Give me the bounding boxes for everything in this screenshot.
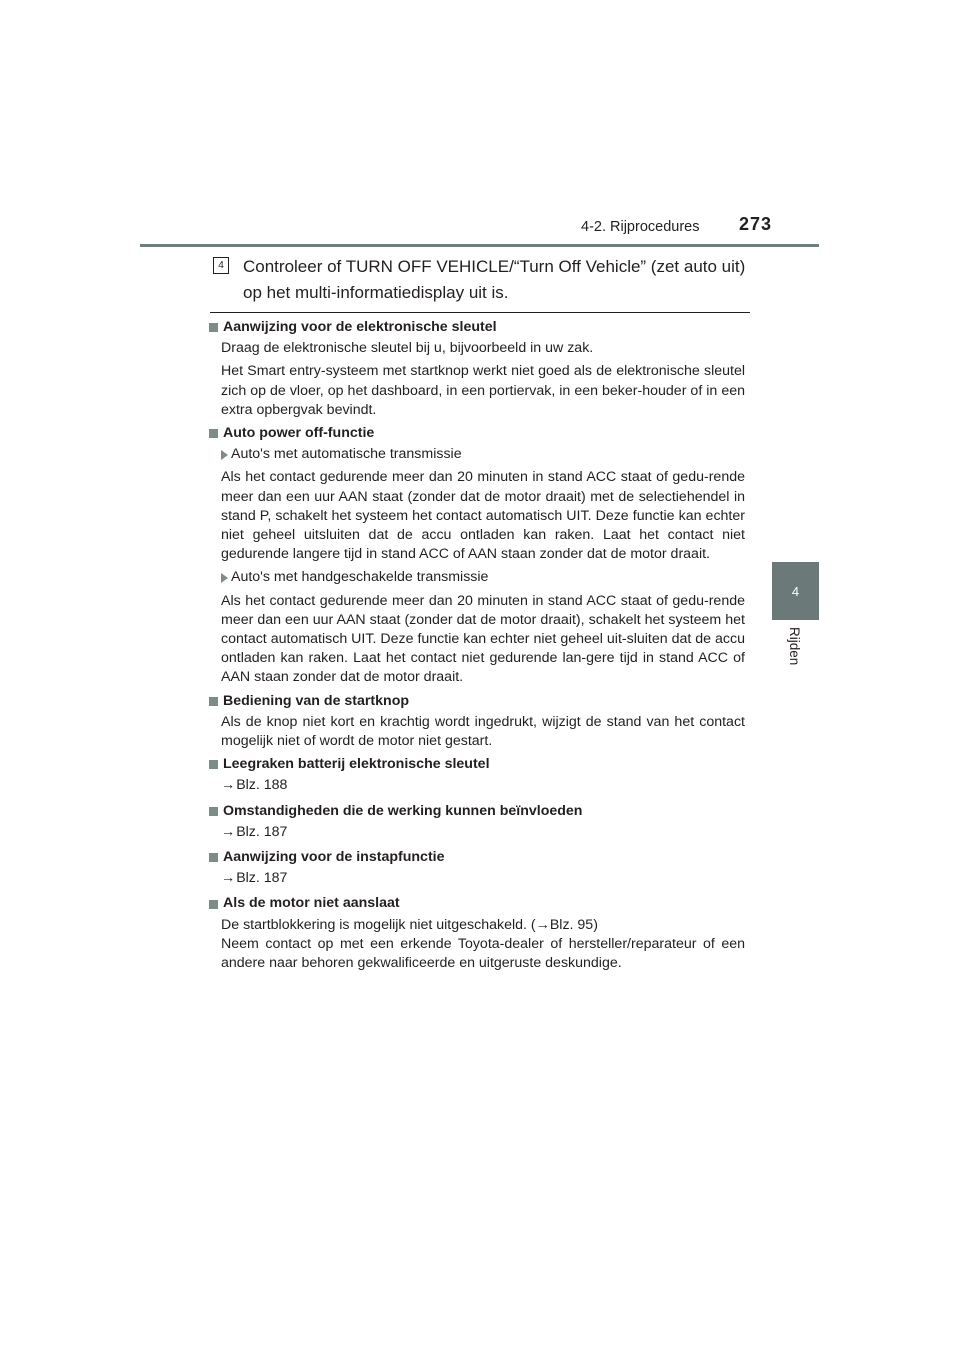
note-paragraph: Neem contact op met een erkende Toyota-dealer of hersteller/reparateur of een andere naar behoren gekwalificeerde en uitgeruste deskundige. bbox=[221, 935, 745, 972]
note-paragraph: Als het contact gedurende meer dan 20 minuten in stand ACC staat of gedu-rende meer dan een uur AAN staat (zonder dat de motor draait) met de selectiehendel in stand P, schakelt het systeem het contact automatisch UIT. Deze functie kan echter niet geheel uitsluiten dat de accu ontladen kan raken. Laat het contact niet gedurende langere tijd in stand ACC of AAN staan zonder dat de motor draait. bbox=[221, 469, 745, 563]
note-title: Leegraken batterij elektronische sleutel bbox=[223, 756, 490, 773]
square-bullet-icon bbox=[209, 323, 218, 332]
notes-divider bbox=[210, 312, 750, 313]
note-paragraph: Het Smart entry-systeem met startknop werkt niet goed als de elektronische sleutel zich op de vloer, op het dashboard, in een portiervak, in een beker-houder of in een extra opbergvak bevindt. bbox=[221, 363, 745, 418]
note-no-start bbox=[209, 894, 745, 973]
square-bullet-icon bbox=[209, 853, 218, 862]
sub-bullet-label: Auto's met automatische transmissie bbox=[231, 446, 462, 463]
note-paragraph: Als de knop niet kort en krachtig wordt ingedrukt, wijzigt de stand van het contact mogelijk niet of wordt de motor niet gestart. bbox=[221, 713, 745, 750]
note-title: Aanwijzing voor de instapfunctie bbox=[223, 849, 445, 866]
triangle-bullet-icon bbox=[221, 573, 228, 583]
square-bullet-icon bbox=[209, 900, 218, 909]
note-paragraph: Draag de elektronische sleutel bij u, bijvoorbeeld in uw zak. bbox=[221, 340, 594, 357]
note-text: De startblokkering is mogelijk niet uitgeschakeld. ( bbox=[221, 916, 536, 933]
note-title: Als de motor niet aanslaat bbox=[223, 895, 400, 912]
chapter-tab-label: Rijden bbox=[787, 627, 802, 666]
note-paragraph bbox=[221, 916, 745, 935]
arrow-right-icon: → bbox=[221, 823, 236, 840]
note-start-button bbox=[209, 692, 745, 752]
note-circumstances bbox=[209, 802, 745, 842]
chapter-tab[interactable] bbox=[772, 562, 819, 620]
chapter-tab-number: 4 bbox=[791, 583, 800, 599]
note-title: Bediening van de startknop bbox=[223, 692, 410, 709]
page-reference-link[interactable]: Blz. 187 bbox=[236, 870, 288, 887]
notes-section bbox=[209, 318, 745, 977]
page-reference-link[interactable]: Blz. 187 bbox=[236, 823, 288, 840]
note-entry-function bbox=[209, 848, 745, 888]
square-bullet-icon bbox=[209, 807, 218, 816]
note-paragraph: Als het contact gedurende meer dan 20 minuten in stand ACC staat of gedu-rende meer dan een uur AAN staat (zonder dat de motor draait), schakelt het systeem het contact automatisch UIT. Deze functie kan echter niet geheel uit-sluiten dat de accu ontladen kan raken. Laat het contact niet gedurende lan-gere tijd in stand ACC of AAN staan zonder dat de motor draait. bbox=[221, 592, 745, 686]
page-reference-link[interactable]: Blz. 188 bbox=[236, 777, 288, 794]
square-bullet-icon bbox=[209, 697, 218, 706]
header-section-title: 4-2. Rijprocedures bbox=[581, 219, 700, 235]
arrow-right-icon: → bbox=[221, 777, 236, 794]
note-title: Omstandigheden die de werking kunnen beïnvloeden bbox=[223, 802, 583, 819]
square-bullet-icon bbox=[209, 760, 218, 769]
arrow-right-icon: → bbox=[535, 916, 550, 933]
page-number: 273 bbox=[739, 214, 773, 234]
step-4 bbox=[213, 254, 751, 306]
note-title: Auto power off-functie bbox=[223, 425, 375, 442]
sub-bullet-label: Auto's met handgeschakelde transmissie bbox=[231, 569, 489, 586]
note-auto-power-off bbox=[209, 424, 745, 688]
step-number-box: 4 bbox=[213, 257, 229, 274]
step-text: Controleer of TURN OFF VEHICLE/“Turn Off Vehicle” (zet auto uit) op het multi-informatiedisplay uit is. bbox=[243, 257, 746, 302]
header-rule bbox=[140, 244, 819, 247]
square-bullet-icon bbox=[209, 429, 218, 438]
triangle-bullet-icon bbox=[221, 450, 228, 460]
note-electronic-key bbox=[209, 318, 745, 420]
page-reference-link[interactable]: Blz. 95) bbox=[549, 916, 598, 933]
note-title: Aanwijzing voor de elektronische sleutel bbox=[223, 319, 497, 335]
note-battery bbox=[209, 755, 745, 795]
arrow-right-icon: → bbox=[221, 870, 236, 887]
